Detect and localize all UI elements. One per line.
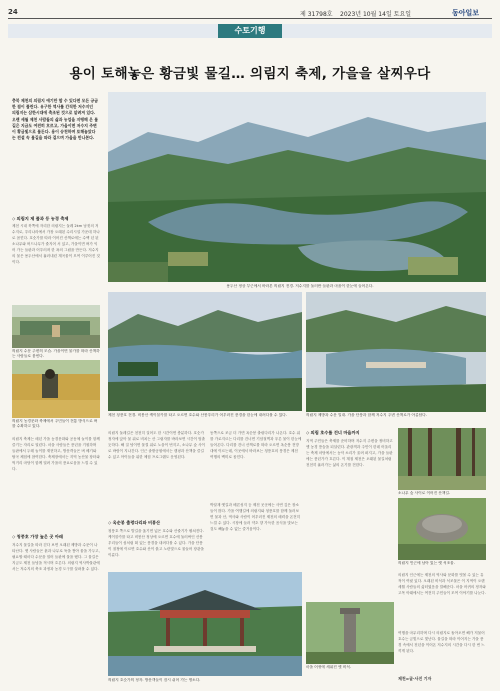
subhead-1: ◇ 의림지 제 풀과 등 농경 축제 [12, 216, 69, 221]
subhead-4: ◇ 의림 호수를 건너 마을까지 [306, 430, 360, 435]
author-credit: 제천=글·사진 기자 [398, 676, 432, 681]
issue-date: 2023년 10월 14일 토요일 [340, 11, 412, 18]
masthead-rule [8, 18, 492, 19]
caption-stele: 마을 어귀에 세워진 옛 비석. [306, 665, 352, 669]
main-photo [108, 92, 486, 282]
body-col4a: 의림지 인근에는 제천의 역사와 문화를 엿볼 수 있는 유적이 여럿 있다. 오래된 비석과 석조물은 이 지역이 오랜 세월 사람들의 삶터였음을 말해준다. 마을 어귀의 정자와 고목 아래에서는 여전히 주민들이 모여 이야기를 나눈다. [398, 573, 486, 595]
caption-dam: 의림지 제방과 수문 일대. 가을 단풍과 함께 저수지 주변 산책로가 아름답다. [306, 413, 427, 417]
caption-stone: 의림지 인근에 남아 있는 옛 석조물. [398, 561, 455, 565]
dam-photo [306, 292, 486, 412]
body-col2b: 청풍호 쪽으로 발길을 옮기면 넓은 호수와 산줄기가 펼쳐진다. 케이블카를 타고 비봉산 정상에 오르면 호수에 둘러싸인 산봉우리들이 섬처럼 떠 있는 풍경을 내려다볼 수 있다. 가을 단풍이 절정에 이르면 호수와 산이 붉고 노란빛으로 물들어 장관을 이룬다. [108, 529, 204, 557]
forest-photo [398, 428, 486, 490]
caption-small-1: 의림지 수문 주변의 모습. 가을이면 물가를 따라 산책하는 사람들로 붐빈다. [12, 349, 100, 359]
stone-photo [398, 498, 486, 560]
body-col1c: 저수지 물길을 따라 걷다 보면 오래된 제방과 수문이 나타난다. 옛 사람들은 흙과 나무로 둑을 쌓아 물을 가두고, 필요할 때마다 수문을 열어 들판에 물을 댔다. 그 물길은 지금도 제천 들녘을 적시며 흐른다. 의림지 역사박물관에서는 저수지의 축조 과정과 농경 도구를 살펴볼 수 있다. [12, 543, 100, 571]
caption-forest: 소나무 숲 사이로 이어진 산책길. [398, 491, 451, 495]
body-col2a: 의림지 둘레길은 천천히 걸어도 한 시간이면 충분하다. 호숫가 정자에 앉아 물 위로 비치는 산 그림자를 바라보면 시간이 멈춘 듯하다. 해 질 녘이면 물결 위로 노을이 번지고, 소나무 숲 사이로 바람이 지나간다. 인근 솔밭공원에서는 캠핑과 산책을 즐길 수 있고 아이들을 위한 체험 프로그램도 운영된다. [108, 431, 206, 459]
lake-photo [108, 292, 302, 411]
body-col3a: 동쪽으로 조금 더 가면 옥순봉 출렁다리가 나온다. 호수 위를 가로지르는 다리를 건너면 기암절벽과 푸른 물이 한눈에 들어온다. 다리를 건너 산책로를 따라 오르면 옥순봉 전망대에 이르는데, 이곳에서 바라보는 청풍호의 풍경은 제천 여행의 백미로 꼽힌다. [210, 431, 302, 459]
body-col1a: 제천 시내 북쪽에 자리한 의림지는 둘레 2km 남짓의 저수지로, 우리나라에서 가장 오래된 수리시설 가운데 하나로 꼽힌다. 호숫가를 따라 이어진 산책로에는 수백 년 된 소나무와 버드나무가 줄지어 서 있고, 가을이면 벼가 익어 가는 들판과 어우러져 한 폭의 그림을 만든다. 저수지의 물은 용두산에서 흘러내린 계곡물이 모여 이루어진 것이다. [12, 224, 100, 264]
photo-small-1 [12, 305, 100, 348]
issue-number: 제 31798호 [300, 11, 333, 18]
stele-photo [306, 602, 394, 664]
body-col4b: 여행을 마무리하며 다시 의림지로 돌아오면 해가 저물어 호수는 금빛으로 빛난다. 물길을 따라 이어지는 가을 풍경 속에서 천년을 이어온 저수지의 시간을 다시 한 번 느끼게 된다. [398, 631, 485, 653]
caption-main: 용두산 정상 부근에서 바라본 의림지 전경. 저수지를 둘러싼 들판과 마을이 한눈에 들어온다. [226, 284, 374, 288]
lead-paragraph: 충북 제천의 의림지 얘기만 할 수 있다면 모든 궁금한 점이 풀린다. 유구한 역사를 간직한 저수지인 의림지는 삼한시대에 축조된 것으로 알려져 있다. 오랜 세월 제천 사람들의 삶과 농업을 지탱해 온 물길은 지금도 여전히 흐르고, 가을이면 저수지 주변이 황금빛으로 물든다. 용이 승천하며 토해놓았다는 전설 속 물길을 따라 걸으며 가을을 만나본다. [12, 98, 98, 141]
body-col1b: 의림지 축제는 매년 가을 농경문화와 공동체 놀이를 함께 즐기는 자리로 열린다. 마을 사람들은 풍년을 기원하며 들판에서 두레 놀이를 재현하고, 방문객들은 벼 베기와 탈곡 체험에 참여한다. 축제장에서는 지역 농산물 장터와 먹거리 마당이 함께 열려 가을의 풍요로움을 느낄 수 있다. [12, 437, 100, 471]
headline: 용이 토해놓은 황금빛 물길… 의림지 축제, 가을을 살찌우다 [69, 66, 431, 82]
caption-pavilion: 의림지 호숫가의 정자. 방문객들이 잠시 쉬어 가는 명소다. [108, 678, 201, 682]
page-number: 24 [8, 8, 18, 16]
body-col3b: 박달재 옛길과 배론성지 등 제천 곳곳에는 사연 깊은 장소들이 많다. 가을 여행길에 의림지와 청풍호를 함께 둘러보면 물과 산, 역사와 사람이 어우러진 제천의 매력을 온전히 느낄 수 있다. 시장에 들러 약초 향 가득한 음식을 맛보는 것도 빼놓을 수 없는 즐거움이다. [210, 503, 301, 531]
caption-lake: 제천 청풍호 전경. 비봉산 케이블카를 타고 오르면 호수와 산봉우리가 어우러진 풍경을 한눈에 내려다볼 수 있다. [108, 413, 288, 417]
section-label: 수토기행 [218, 24, 282, 38]
subhead-2: ◇ 청풍호 가장 높은 곳 아래 [12, 534, 63, 539]
pavilion-photo [108, 572, 302, 676]
body-col3c: 지역 주민들은 축제를 준비하며 저수지 주변을 정비하고 옛 농경 풍습을 되살린다. 관광객과 주민이 한데 어울리는 축제 마당에서는 농악 소리가 울려 퍼지고, 가을 들판에는 풍년가가 흐른다. 이 계절 제천은 오래된 물길처럼 천천히 흘러가는 삶의 온기를 전한다. [306, 439, 393, 467]
subhead-3: ◇ 옥순봉 출렁다리와 비봉산 [108, 520, 161, 525]
photo-small-2 [12, 360, 100, 418]
newspaper-name: 동아일보 [452, 9, 480, 17]
caption-small-2: 의림지 농경문화 축제에서 주민들이 전통 방식으로 벼를 수확하고 있다. [12, 419, 98, 429]
